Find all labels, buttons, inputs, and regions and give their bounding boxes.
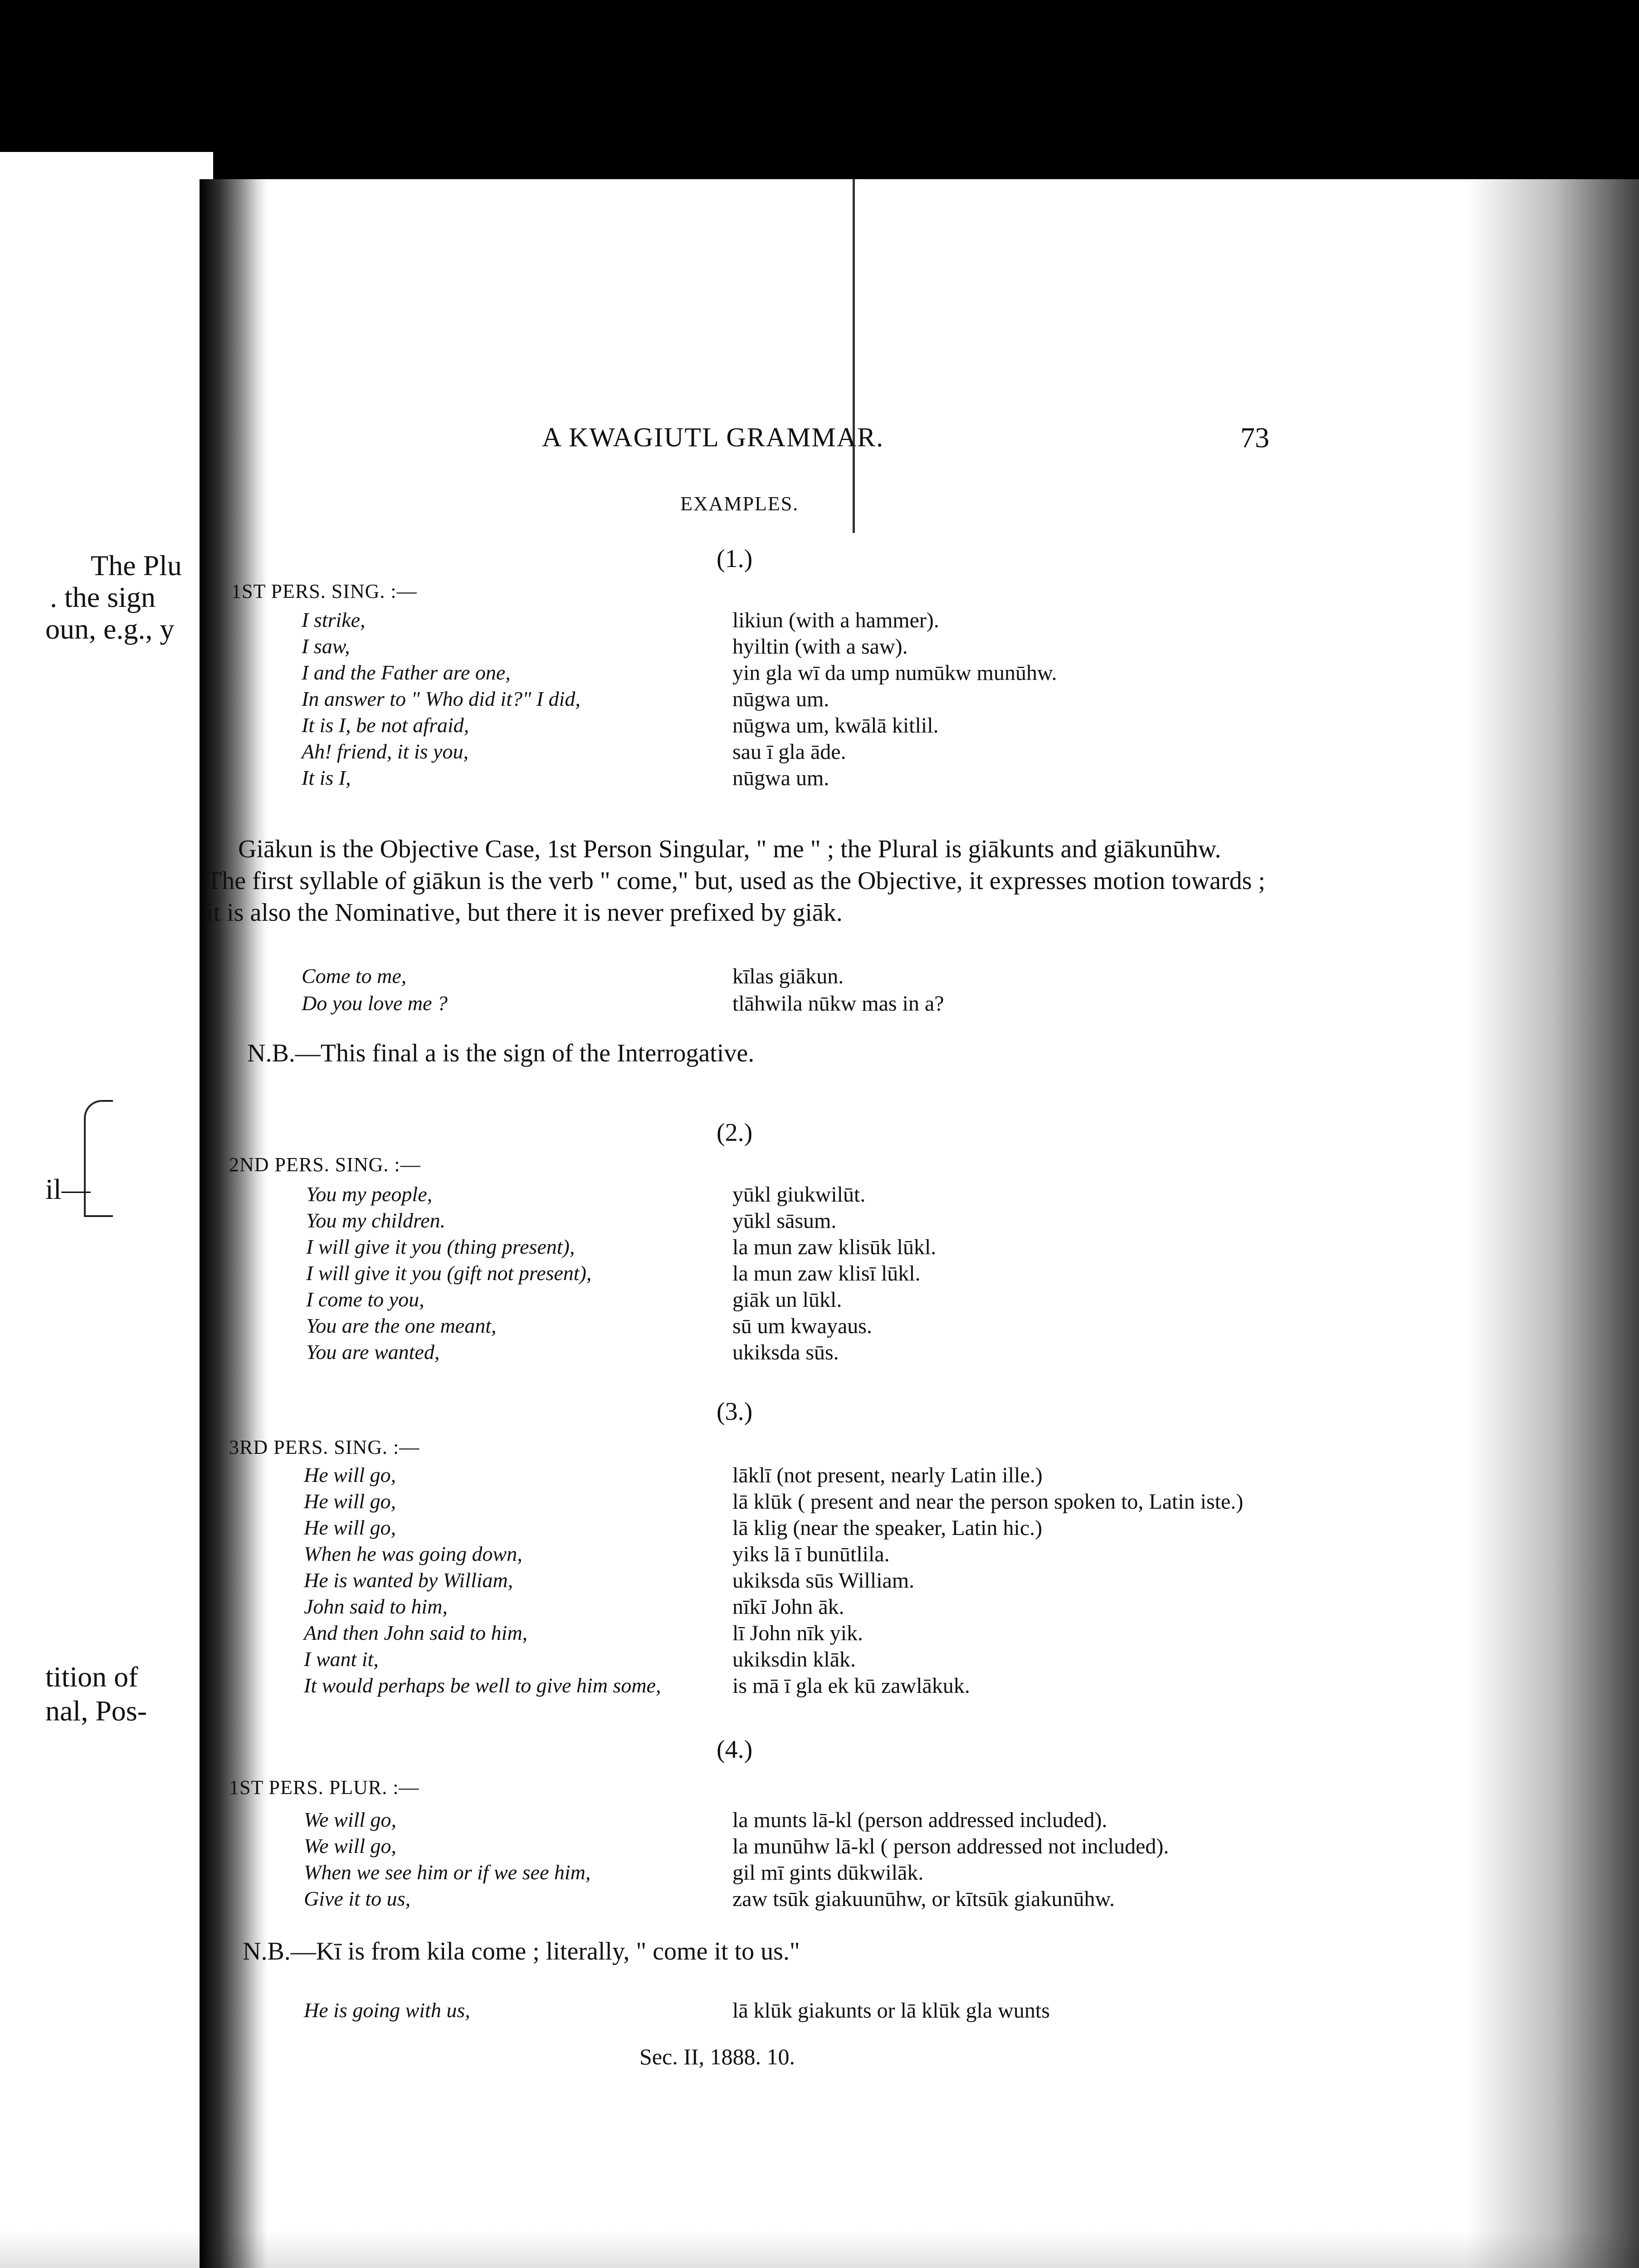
section-label: 1ST PERS. SING. :— xyxy=(231,580,417,602)
facing-page-line: The Plu xyxy=(91,549,182,582)
english-gloss: And then John said to him, xyxy=(304,1621,528,1644)
examples-label: EXAMPLES. xyxy=(680,493,799,515)
section-number: (3.) xyxy=(717,1398,753,1426)
english-gloss: We will go, xyxy=(304,1834,397,1857)
english-gloss: Give it to us, xyxy=(304,1887,411,1910)
running-title: A KWAGIUTL GRAMMAR. xyxy=(542,422,884,452)
facing-page-line: . the sign xyxy=(50,581,156,613)
english-gloss: He will go, xyxy=(304,1490,396,1513)
kwagiutl-text: tlāhwila nūkw mas in a? xyxy=(732,992,944,1016)
kwagiutl-text: lā klūk ( present and near the person spoken to, Latin iste.) xyxy=(732,1490,1244,1514)
kwagiutl-text: ukiksda sūs. xyxy=(732,1340,839,1364)
kwagiutl-text: sau ī gla āde. xyxy=(732,740,846,764)
scan-bottom-shadow xyxy=(0,2230,1639,2268)
kwagiutl-text: zaw tsūk giakuunūhw, or kītsūk giakunūhw. xyxy=(732,1887,1115,1911)
kwagiutl-text: nūgwa um, kwālā kitlil. xyxy=(732,714,939,738)
section-number: (4.) xyxy=(717,1735,753,1764)
kwagiutl-text: giāk un lūkl. xyxy=(732,1288,842,1312)
english-gloss: I come to you, xyxy=(306,1288,424,1311)
footer-signature: Sec. II, 1888. 10. xyxy=(639,2044,795,2069)
facing-page-line: nal, Pos- xyxy=(45,1695,147,1727)
section-label: 2ND PERS. SING. :— xyxy=(229,1154,421,1176)
english-gloss: When he was going down, xyxy=(304,1542,522,1565)
english-gloss: He will go, xyxy=(304,1516,396,1539)
english-gloss: John said to him, xyxy=(304,1595,448,1618)
facing-page-line: il— xyxy=(45,1173,91,1205)
kwagiutl-text: la mun zaw klisī lūkl. xyxy=(732,1261,921,1286)
kwagiutl-text: likiun (with a hammer). xyxy=(732,608,939,632)
kwagiutl-text: lā klig (near the speaker, Latin hic.) xyxy=(732,1516,1043,1540)
note: N.B.—This final a is the sign of the Interrogative. xyxy=(247,1039,755,1067)
page-number: 73 xyxy=(1240,421,1269,454)
kwagiutl-text: yiks lā ī bunūtlila. xyxy=(732,1542,890,1566)
section-label: 1ST PERS. PLUR. :— xyxy=(229,1776,420,1799)
english-gloss: We will go, xyxy=(304,1808,397,1831)
section-label: 3RD PERS. SING. :— xyxy=(229,1436,420,1458)
english-gloss: When we see him or if we see him, xyxy=(304,1861,591,1884)
kwagiutl-text: la munts lā-kl (person addressed included). xyxy=(732,1808,1107,1832)
kwagiutl-text: nūgwa um. xyxy=(732,766,829,790)
facing-page-line: oun, e.g., y xyxy=(45,613,175,645)
english-gloss: I will give it you (gift not present), xyxy=(306,1261,592,1285)
kwagiutl-text: yūkl giukwilūt. xyxy=(732,1183,866,1207)
english-gloss: It would perhaps be well to give him some, xyxy=(304,1674,661,1697)
english-gloss: It is I, be not afraid, xyxy=(302,714,469,737)
kwagiutl-text: lī John nīk yik. xyxy=(732,1621,863,1645)
english-gloss: It is I, xyxy=(302,766,351,789)
kwagiutl-text: nīkī John āk. xyxy=(732,1595,844,1619)
english-gloss: Ah! friend, it is you, xyxy=(302,740,468,763)
english-gloss: Do you love me ? xyxy=(302,992,448,1015)
kwagiutl-text: hyiltin (with a saw). xyxy=(732,635,908,659)
paragraph-line: Giākun is the Objective Case, 1st Person Singular, " me " ; the Plural is giākunts and giākunūhw. xyxy=(238,835,1221,863)
kwagiutl-text: lā klūk giakunts or lā klūk gla wunts xyxy=(732,1999,1050,2023)
scan-edge-shadow xyxy=(1467,179,1639,2268)
english-gloss: You are the one meant, xyxy=(306,1314,497,1337)
english-gloss: I strike, xyxy=(302,608,366,631)
english-gloss: He will go, xyxy=(304,1463,396,1486)
english-gloss: I want it, xyxy=(304,1647,379,1671)
english-gloss: He is wanted by William, xyxy=(304,1569,513,1592)
paragraph-line: it is also the Nominative, but there it is never prefixed by giāk. xyxy=(206,899,843,927)
kwagiutl-text: ukiksdin klāk. xyxy=(732,1647,856,1672)
english-gloss: You my children. xyxy=(306,1209,446,1232)
kwagiutl-text: yūkl sāsum. xyxy=(732,1209,837,1233)
english-gloss: You my people, xyxy=(306,1183,433,1206)
english-gloss: He is going with us, xyxy=(304,1999,470,2022)
paragraph-line: The first syllable of giākun is the verb " come," but, used as the Objective, it expresses motion towards ; xyxy=(206,867,1265,895)
kwagiutl-text: sū um kwayaus. xyxy=(732,1314,872,1338)
english-gloss: I saw, xyxy=(302,635,350,658)
kwagiutl-text: lāklī (not present, nearly Latin ille.) xyxy=(732,1463,1043,1487)
kwagiutl-text: kīlas giākun. xyxy=(732,964,844,988)
section-number: (1.) xyxy=(717,545,753,573)
facing-page-fragment xyxy=(0,152,213,2268)
english-gloss: In answer to " Who did it?" I did, xyxy=(302,687,580,710)
english-gloss: You are wanted, xyxy=(306,1340,440,1364)
section-number: (2.) xyxy=(717,1119,753,1147)
english-gloss: I and the Father are one, xyxy=(302,661,511,684)
kwagiutl-text: yin gla wī da ump numūkw munūhw. xyxy=(732,661,1057,685)
kwagiutl-text: nūgwa um. xyxy=(732,687,829,711)
kwagiutl-text: gil mī gints dūkwilāk. xyxy=(732,1861,924,1885)
note: N.B.—Kī is from kila come ; literally, " come it to us." xyxy=(243,1937,800,1965)
kwagiutl-text: la mun zaw klisūk lūkl. xyxy=(732,1235,937,1259)
english-gloss: I will give it you (thing present), xyxy=(306,1235,575,1258)
kwagiutl-text: la munūhw lā-kl ( person addressed not included). xyxy=(732,1834,1169,1858)
facing-page-line: tition of xyxy=(45,1661,138,1693)
page-crease xyxy=(853,179,855,533)
english-gloss: Come to me, xyxy=(302,964,407,987)
kwagiutl-text: ukiksda sūs William. xyxy=(732,1569,915,1593)
kwagiutl-text: is mā ī gla ek kū zawlākuk. xyxy=(732,1674,970,1698)
